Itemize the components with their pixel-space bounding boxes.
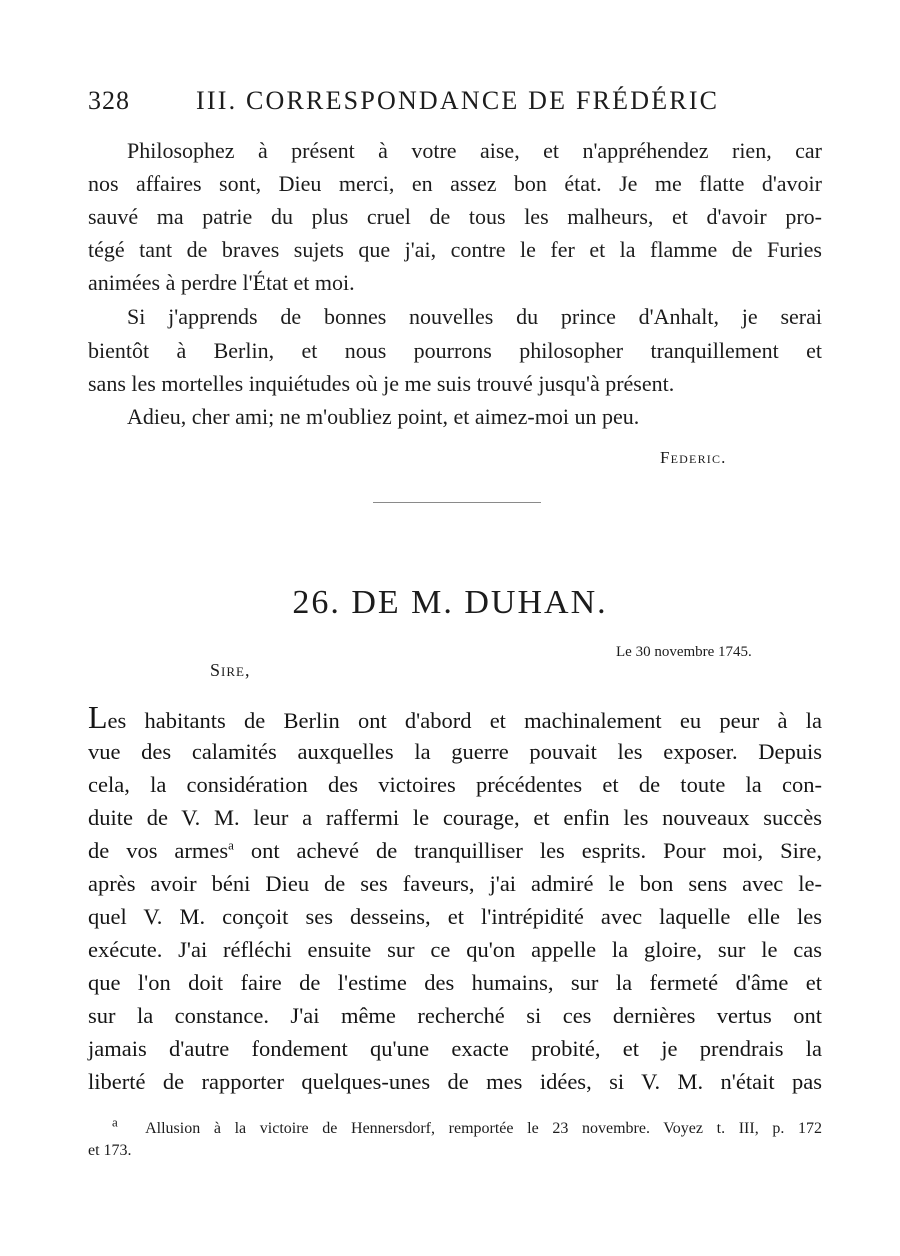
- text-line: animées à perdre l'État et moi.: [88, 270, 355, 295]
- text-line: bientôt à Berlin, et nous pourrons philosopher tranquillement et: [88, 338, 822, 363]
- text-line: quel V. M. conçoit ses desseins, et l'intrépidité avec laquelle elle les: [88, 904, 822, 929]
- running-header: [88, 86, 808, 126]
- text-line: duite de V. M. leur a raffermi le courage, et enfin les nouveaux succès: [88, 805, 822, 830]
- text-line: sans les mortelles inquiétudes où je me suis trouvé jusqu'à présent.: [88, 371, 675, 396]
- text-line: cela, la considération des victoires précédentes et de toute la con-: [88, 772, 822, 797]
- page-number: 328: [88, 86, 130, 115]
- footnote-marker: a: [228, 837, 234, 853]
- letter-date: Le 30 novembre 1745.: [616, 644, 752, 660]
- text-line: [88, 699, 822, 737]
- footnote-text: Allusion à la victoire de Hennersdorf, remportée le 23 novembre. Voyez t. III, p. 172: [145, 1120, 823, 1137]
- text-line: Philosophez à présent à votre aise, et n'appréhendez rien, car: [127, 138, 822, 163]
- section-divider: [373, 502, 541, 503]
- text-line: que l'on doit faire de l'estime des humains, sur la fermeté d'âme et: [88, 970, 822, 995]
- text-line: Adieu, cher ami; ne m'oubliez point, et aimez-moi un peu.: [127, 404, 640, 429]
- text-line: liberté de rapporter quelques-unes de mes idées, si V. M. n'était pas: [88, 1069, 822, 1094]
- footnote-line: et 173.: [88, 1142, 132, 1159]
- text-span: de vos armes: [88, 838, 229, 863]
- text-span: es habitants de Berlin ont d'abord et machinalement eu peur à la: [107, 708, 822, 733]
- text-line: exécute. J'ai réfléchi ensuite sur ce qu'on appelle la gloire, sur le cas: [88, 937, 822, 962]
- drop-cap: L: [88, 699, 108, 735]
- text-span: ont achevé de tranquilliser les esprits. Pour moi, Sire,: [233, 838, 822, 863]
- text-line: sauvé ma patrie du plus cruel de tous les malheurs, et d'avoir pro-: [88, 204, 822, 229]
- text-line: vue des calamités auxquelles la guerre pouvait les exposer. Depuis: [88, 739, 822, 764]
- text-line: sur la constance. J'ai même recherché si ces dernières vertus ont: [88, 1003, 822, 1028]
- text-line: tégé tant de braves sujets que j'ai, contre le fer et la flamme de Furies: [88, 237, 822, 262]
- text-line: après avoir béni Dieu de ses faveurs, j'ai admiré le bon sens avec le-: [88, 871, 822, 896]
- signature: Federic.: [660, 448, 727, 467]
- footnote-marker: a: [112, 1114, 118, 1130]
- footnote-line: [112, 1114, 823, 1140]
- text-line: Si j'apprends de bonnes nouvelles du prince d'Anhalt, je serai: [127, 304, 822, 329]
- letter-title: 26. DE M. DUHAN.: [292, 584, 608, 621]
- text-line: jamais d'autre fondement qu'une exacte probité, et je prendrais la: [88, 1036, 822, 1061]
- text-line: nos affaires sont, Dieu merci, en assez bon état. Je me flatte d'avoir: [88, 171, 822, 196]
- text-line: [88, 834, 822, 867]
- running-title: III. CORRESPONDANCE DE FRÉDÉRIC: [196, 86, 720, 115]
- salutation: Sire,: [210, 660, 251, 680]
